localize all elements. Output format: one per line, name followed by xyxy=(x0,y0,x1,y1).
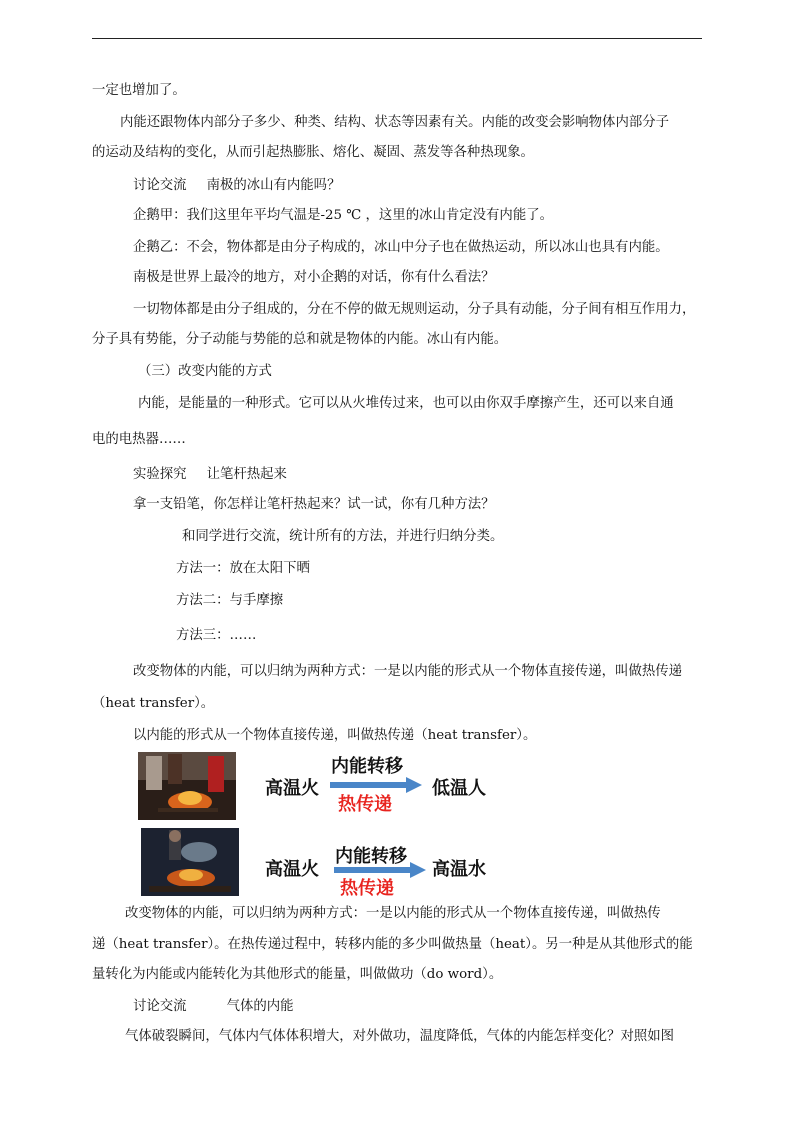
text-line: 电的电热器…… xyxy=(92,432,186,447)
source-label: 高温火 xyxy=(265,778,319,799)
heat-transfer-label: 热传递 xyxy=(338,794,392,815)
transfer-label: 内能转移 xyxy=(331,756,403,777)
text-line: 南极是世界上最冷的地方，对小企鹅的对话，你有什么看法？ xyxy=(133,270,495,285)
text-line: 以内能的形式从一个物体直接传递，叫做热传递（heat transfer）。 xyxy=(133,728,537,743)
target-label: 高温水 xyxy=(432,859,486,880)
section-heading: （三）改变内能的方式 xyxy=(138,364,272,379)
text-line: 量转化为内能或内能转化为其他形式的能量，叫做做功（do word）。 xyxy=(92,967,503,982)
heat-transfer-diagram-1 xyxy=(138,752,508,822)
campfire-photo xyxy=(138,752,236,820)
method-item: 方法二：与手摩擦 xyxy=(176,593,284,608)
discussion-heading: 讨论交流 气体的内能 xyxy=(133,999,294,1014)
text-line: 和同学进行交流，统计所有的方法，并进行归纳分类。 xyxy=(182,529,504,544)
experiment-heading: 实验探究 让笔杆热起来 xyxy=(133,467,287,482)
text-line: 拿一支铅笔，你怎样让笔杆热起来？试一试，你有几种方法？ xyxy=(133,497,495,512)
heat-transfer-diagram-2 xyxy=(138,828,508,898)
text-line: 分子具有势能，分子动能与势能的总和就是物体的内能。冰山有内能。 xyxy=(92,332,508,347)
text-line: 气体破裂瞬间，气体内气体体积增大，对外做功，温度降低，气体的内能怎样变化？对照如图 xyxy=(125,1029,675,1044)
source-label: 高温火 xyxy=(265,859,319,880)
text-line: 企鹅乙：不会，物体都是由分子构成的，冰山中分子也在做热运动，所以冰山也具有内能。 xyxy=(133,240,669,255)
text-line: 一切物体都是由分子组成的，分在不停的做无规则运动，分子具有动能，分子间有相互作用力， xyxy=(133,302,696,317)
text-line: （heat transfer）。 xyxy=(92,696,215,711)
text-line: 递（heat transfer）。在热传递过程中，转移内能的多少叫做热量（heat）。另一种是从其他形式的能 xyxy=(92,937,693,952)
cooking-fire-photo xyxy=(141,828,239,896)
text-line: 内能还跟物体内部分子多少、种类、结构、状态等因素有关。内能的改变会影响物体内部分子 xyxy=(120,115,670,130)
method-item: 方法三：…… xyxy=(176,628,257,643)
discussion-heading: 讨论交流 南极的冰山有内能吗？ xyxy=(133,178,341,193)
text-line: 一定也增加了。 xyxy=(92,83,186,98)
text-line: 改变物体的内能，可以归纳为两种方式：一是以内能的形式从一个物体直接传递，叫做热传递 xyxy=(133,664,683,679)
transfer-label: 内能转移 xyxy=(335,846,407,867)
header-rule xyxy=(92,38,702,39)
text-line: 改变物体的内能，可以归纳为两种方式：一是以内能的形式从一个物体直接传递，叫做热传 xyxy=(125,906,661,921)
text-line: 企鹅甲：我们这里年平均气温是-25 ℃ ，这里的冰山肯定没有内能了。 xyxy=(133,208,553,223)
method-item: 方法一：放在太阳下晒 xyxy=(176,561,310,576)
text-line: 内能，是能量的一种形式。它可以从火堆传过来，也可以由你双手摩擦产生，还可以来自通 xyxy=(138,396,674,411)
heat-transfer-label: 热传递 xyxy=(340,878,394,899)
text-line: 的运动及结构的变化，从而引起热膨胀、熔化、凝固、蒸发等各种热现象。 xyxy=(92,145,534,160)
target-label: 低温人 xyxy=(432,778,486,799)
